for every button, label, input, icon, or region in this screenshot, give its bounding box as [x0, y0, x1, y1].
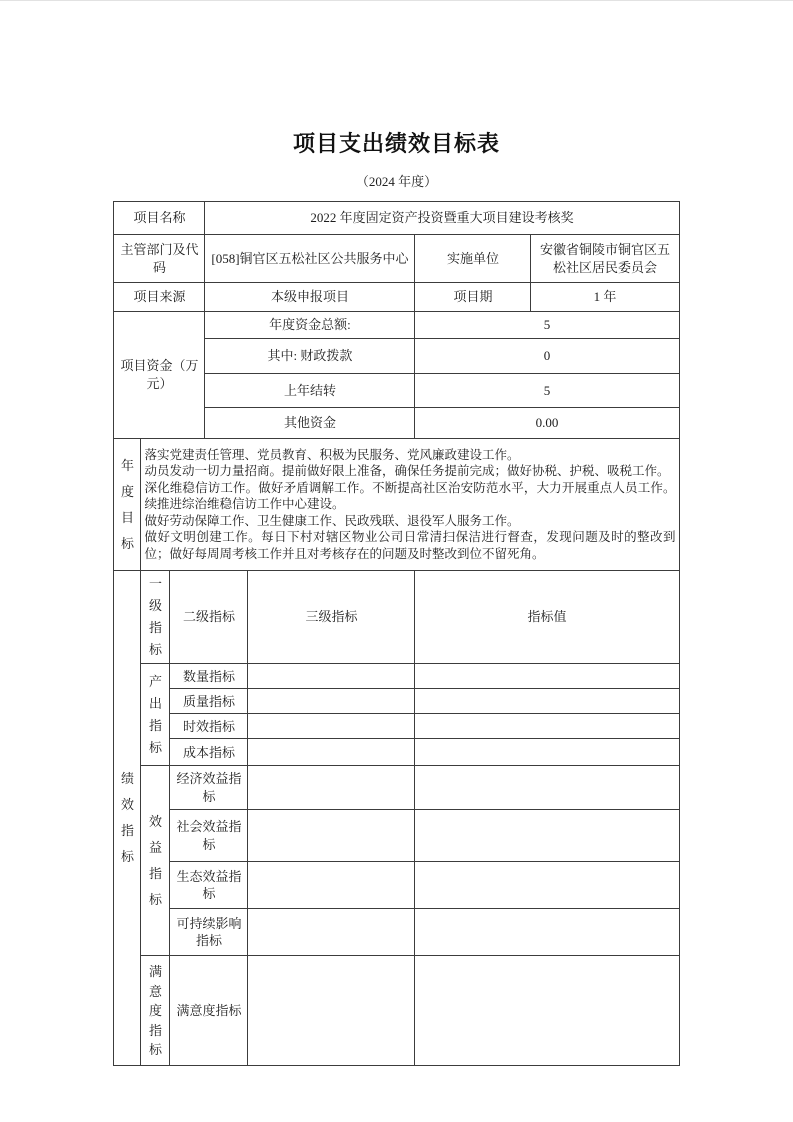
- indicators-section-label-text: 绩效指标: [120, 771, 134, 865]
- value-empty-cell: [415, 956, 679, 1066]
- row-project-name: [114, 202, 679, 235]
- level3-empty-cell: [248, 862, 415, 909]
- row-indicator-header: [114, 571, 679, 664]
- satisfaction-group-label: [141, 956, 170, 1066]
- department-label: 主管部门及代码: [114, 235, 205, 283]
- value-empty-cell: [415, 909, 679, 956]
- value-empty-cell: [415, 664, 679, 689]
- fund-total-label: 年度资金总额:: [205, 312, 415, 339]
- output-quantity-label: 数量指标: [170, 664, 248, 689]
- page-subtitle: （2024 年度）: [355, 174, 438, 189]
- period-label: 项目期: [415, 283, 531, 312]
- source-value: 本级申报项目: [205, 283, 415, 312]
- impl-unit-value: 安徽省铜陵市铜官区五松社区居民委员会: [531, 235, 679, 283]
- level3-empty-cell: [248, 689, 415, 714]
- row-output-cost: [114, 739, 679, 766]
- row-annual-target: [114, 439, 679, 571]
- level3-empty-cell: [248, 664, 415, 689]
- funds-section-label: 项目资金（万元）: [114, 312, 205, 439]
- level3-empty-cell: [248, 714, 415, 739]
- value-empty-cell: [415, 862, 679, 909]
- annual-target-paragraph: 做好文明创建工作。每日下村对辖区物业公司日常清扫保洁进行督查，发现问题及时的整改到位；做好每周周考核工作并且对考核存在的问题及时整改到位不留死角。: [144, 530, 676, 561]
- level1-header-text: 一级指标: [148, 576, 162, 658]
- performance-target-table: [113, 201, 679, 1066]
- level3-empty-cell: [248, 810, 415, 862]
- annual-target-content: [141, 439, 679, 571]
- row-benefit-social: [114, 810, 679, 862]
- benefit-economic-label: 经济效益指标: [170, 766, 248, 810]
- output-group-label: [141, 664, 170, 766]
- fund-total-value: 5: [415, 312, 679, 339]
- fund-other-value: 0.00: [415, 408, 679, 439]
- fund-carryover-label: 上年结转: [205, 374, 415, 408]
- level1-header: [141, 571, 170, 664]
- impl-unit-label: 实施单位: [415, 235, 531, 283]
- benefit-group-label-text: 效益指标: [148, 813, 162, 907]
- fund-carryover-value: 5: [415, 374, 679, 408]
- project-name-value: 2022 年度固定资产投资暨重大项目建设考核奖: [205, 202, 679, 235]
- source-label: 项目来源: [114, 283, 205, 312]
- fund-fiscal-value: 0: [415, 339, 679, 374]
- value-empty-cell: [415, 714, 679, 739]
- level3-empty-cell: [248, 739, 415, 766]
- annual-target-label-text: 年度目标: [120, 457, 134, 551]
- benefit-sustainable-label: 可持续影响指标: [170, 909, 248, 956]
- row-output-quantity: [114, 664, 679, 689]
- row-output-quality: [114, 689, 679, 714]
- department-value: [058]铜官区五松社区公共服务中心: [205, 235, 415, 283]
- annual-target-paragraph: 动员发动一切力量招商。提前做好限上准备，确保任务提前完成；做好协税、护税、吸税工作。: [144, 464, 670, 479]
- project-name-label: 项目名称: [114, 202, 205, 235]
- annual-target-paragraph: 落实党建责任管理、党员教育、积极为民服务、党风廉政建设工作。: [144, 447, 520, 462]
- period-value: 1 年: [531, 283, 679, 312]
- row-source: [114, 283, 679, 312]
- satisfaction-group-label-text: 满意度指标: [148, 964, 162, 1058]
- fund-fiscal-label: 其中: 财政拨款: [205, 339, 415, 374]
- value-empty-cell: [415, 739, 679, 766]
- row-benefit-economic: [114, 766, 679, 810]
- page-title: 项目支出绩效目标表: [292, 131, 500, 156]
- value-empty-cell: [415, 689, 679, 714]
- value-header: 指标值: [415, 571, 679, 664]
- benefit-social-label: 社会效益指标: [170, 810, 248, 862]
- row-department: [114, 235, 679, 283]
- satisfaction-label: 满意度指标: [170, 956, 248, 1066]
- level3-empty-cell: [248, 766, 415, 810]
- output-timeliness-label: 时效指标: [170, 714, 248, 739]
- annual-target-label: [114, 439, 141, 571]
- annual-target-paragraph: 做好劳动保障工作、卫生健康工作、民政残联、退役军人服务工作。: [144, 513, 520, 528]
- row-output-timeliness: [114, 714, 679, 739]
- level3-header: 三级指标: [248, 571, 415, 664]
- level2-header: 二级指标: [170, 571, 248, 664]
- benefit-group-label: [141, 766, 170, 956]
- row-fund-total: [114, 312, 679, 339]
- output-cost-label: 成本指标: [170, 739, 248, 766]
- row-benefit-ecological: [114, 862, 679, 909]
- level3-empty-cell: [248, 909, 415, 956]
- output-group-label-text: 产出指标: [148, 673, 162, 755]
- value-empty-cell: [415, 766, 679, 810]
- benefit-ecological-label: 生态效益指标: [170, 862, 248, 909]
- row-satisfaction: [114, 956, 679, 1066]
- output-quality-label: 质量指标: [170, 689, 248, 714]
- value-empty-cell: [415, 810, 679, 862]
- fund-other-label: 其他资金: [205, 408, 415, 439]
- annual-target-paragraph: 深化维稳信访工作。做好矛盾调解工作。不断提高社区治安防范水平，大力开展重点人员工作。续推进综治维稳信访工作中心建设。: [144, 480, 676, 512]
- indicators-section-label: [114, 571, 141, 1066]
- level3-empty-cell: [248, 956, 415, 1066]
- row-benefit-sustainable: [114, 909, 679, 956]
